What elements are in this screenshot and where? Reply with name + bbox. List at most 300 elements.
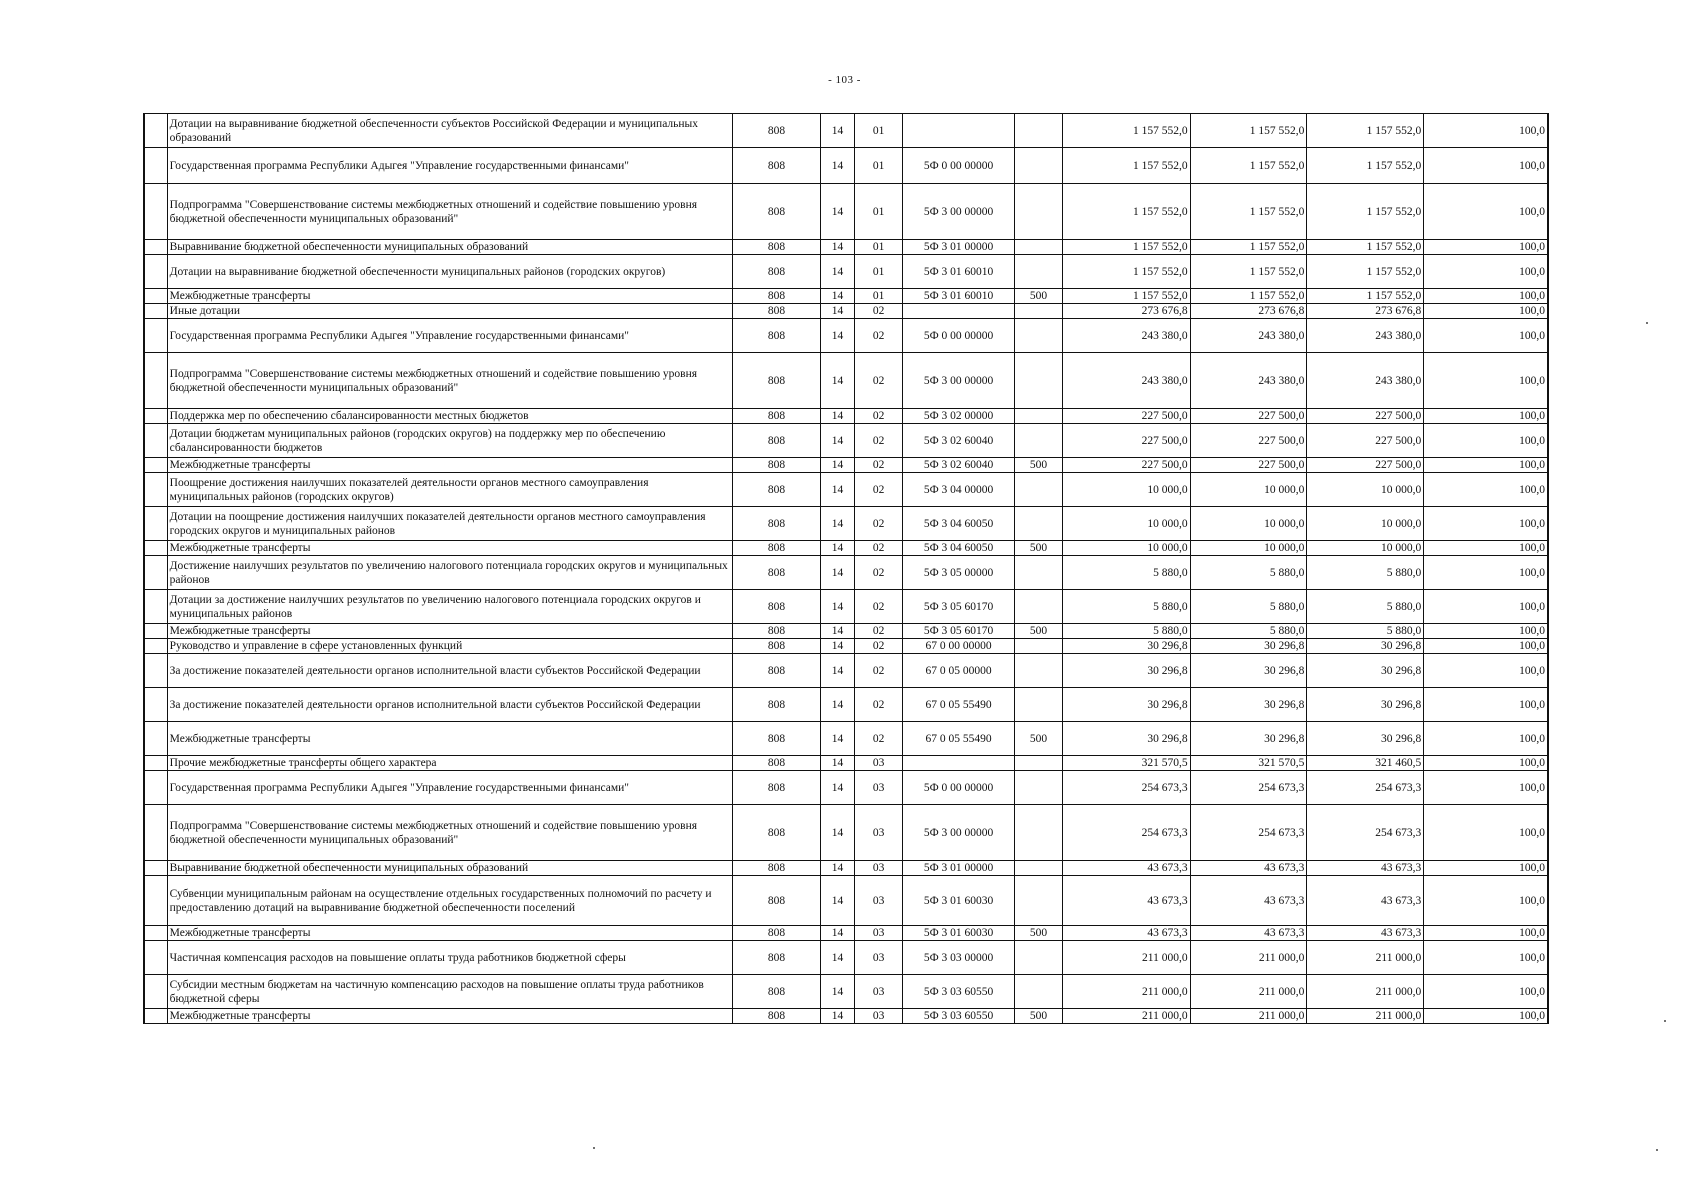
row-plan-amount: 273 676,8 — [1063, 304, 1190, 319]
row-ministry-code: 808 — [732, 409, 820, 424]
row-revised-amount: 30 296,8 — [1190, 688, 1307, 722]
row-subsection: 02 — [854, 353, 902, 409]
row-percent: 100,0 — [1424, 975, 1548, 1009]
row-ministry-code: 808 — [732, 941, 820, 975]
row-subsection: 02 — [854, 590, 902, 624]
row-name: Межбюджетные трансферты — [167, 722, 732, 756]
row-plan-amount: 211 000,0 — [1063, 941, 1190, 975]
row-subsection: 02 — [854, 409, 902, 424]
row-expense-type: 500 — [1014, 541, 1062, 556]
row-executed-amount: 1 157 552,0 — [1307, 289, 1424, 304]
row-plan-amount: 321 570,5 — [1063, 756, 1190, 771]
row-subsection: 03 — [854, 1009, 902, 1024]
row-margin-cell — [144, 255, 167, 289]
row-expense-type — [1014, 507, 1062, 541]
row-section: 14 — [821, 289, 855, 304]
row-name: За достижение показателей деятельности органов исполнительной власти субъектов Российской Федерации — [167, 654, 732, 688]
row-executed-amount: 43 673,3 — [1307, 926, 1424, 941]
row-expense-type — [1014, 556, 1062, 590]
row-margin-cell — [144, 654, 167, 688]
row-revised-amount: 5 880,0 — [1190, 556, 1307, 590]
row-expense-type — [1014, 876, 1062, 926]
row-name: Дотации на выравнивание бюджетной обеспеченности субъектов Российской Федерации и муниципальных образований — [167, 114, 732, 148]
table-row — [144, 688, 1548, 722]
row-margin-cell — [144, 114, 167, 148]
row-subsection: 01 — [854, 148, 902, 184]
row-ministry-code: 808 — [732, 240, 820, 255]
row-target-article: 5Ф 3 00 00000 — [903, 353, 1015, 409]
row-expense-type: 500 — [1014, 722, 1062, 756]
row-percent: 100,0 — [1424, 926, 1548, 941]
row-subsection: 02 — [854, 654, 902, 688]
row-executed-amount: 211 000,0 — [1307, 975, 1424, 1009]
row-section: 14 — [821, 148, 855, 184]
row-section: 14 — [821, 722, 855, 756]
row-plan-amount: 1 157 552,0 — [1063, 114, 1190, 148]
row-subsection: 01 — [854, 255, 902, 289]
row-expense-type: 500 — [1014, 624, 1062, 639]
row-plan-amount: 227 500,0 — [1063, 409, 1190, 424]
row-section: 14 — [821, 240, 855, 255]
row-plan-amount: 10 000,0 — [1063, 541, 1190, 556]
row-executed-amount: 1 157 552,0 — [1307, 184, 1424, 240]
row-plan-amount: 43 673,3 — [1063, 861, 1190, 876]
scan-speck — [1646, 322, 1648, 324]
row-revised-amount: 254 673,3 — [1190, 771, 1307, 805]
row-section: 14 — [821, 319, 855, 353]
row-revised-amount: 273 676,8 — [1190, 304, 1307, 319]
row-plan-amount: 30 296,8 — [1063, 639, 1190, 654]
row-name: Государственная программа Республики Адыгея "Управление государственными финансами" — [167, 319, 732, 353]
row-margin-cell — [144, 507, 167, 541]
row-ministry-code: 808 — [732, 507, 820, 541]
row-margin-cell — [144, 458, 167, 473]
row-target-article: 67 0 05 55490 — [903, 688, 1015, 722]
row-revised-amount: 243 380,0 — [1190, 319, 1307, 353]
row-percent: 100,0 — [1424, 319, 1548, 353]
row-revised-amount: 211 000,0 — [1190, 941, 1307, 975]
row-ministry-code: 808 — [732, 688, 820, 722]
row-revised-amount: 1 157 552,0 — [1190, 289, 1307, 304]
row-plan-amount: 1 157 552,0 — [1063, 289, 1190, 304]
row-revised-amount: 211 000,0 — [1190, 1009, 1307, 1024]
row-plan-amount: 1 157 552,0 — [1063, 240, 1190, 255]
row-section: 14 — [821, 507, 855, 541]
row-percent: 100,0 — [1424, 424, 1548, 458]
row-section: 14 — [821, 654, 855, 688]
row-expense-type — [1014, 771, 1062, 805]
row-margin-cell — [144, 639, 167, 654]
row-ministry-code: 808 — [732, 304, 820, 319]
row-name: Государственная программа Республики Адыгея "Управление государственными финансами" — [167, 148, 732, 184]
table-row — [144, 240, 1548, 255]
row-revised-amount: 227 500,0 — [1190, 458, 1307, 473]
row-section: 14 — [821, 1009, 855, 1024]
row-section: 14 — [821, 556, 855, 590]
row-plan-amount: 43 673,3 — [1063, 876, 1190, 926]
row-revised-amount: 30 296,8 — [1190, 639, 1307, 654]
row-percent: 100,0 — [1424, 353, 1548, 409]
row-name: Дотации на выравнивание бюджетной обеспеченности муниципальных районов (городских округов) — [167, 255, 732, 289]
row-percent: 100,0 — [1424, 409, 1548, 424]
row-name: Иные дотации — [167, 304, 732, 319]
row-margin-cell — [144, 876, 167, 926]
row-subsection: 03 — [854, 756, 902, 771]
table-row — [144, 639, 1548, 654]
row-expense-type — [1014, 861, 1062, 876]
row-plan-amount: 254 673,3 — [1063, 771, 1190, 805]
row-subsection: 02 — [854, 424, 902, 458]
row-executed-amount: 5 880,0 — [1307, 590, 1424, 624]
row-margin-cell — [144, 473, 167, 507]
table-row — [144, 654, 1548, 688]
row-plan-amount: 243 380,0 — [1063, 319, 1190, 353]
row-ministry-code: 808 — [732, 926, 820, 941]
row-margin-cell — [144, 805, 167, 861]
row-revised-amount: 321 570,5 — [1190, 756, 1307, 771]
row-expense-type — [1014, 148, 1062, 184]
table-row — [144, 409, 1548, 424]
row-margin-cell — [144, 771, 167, 805]
row-revised-amount: 43 673,3 — [1190, 861, 1307, 876]
table-row — [144, 941, 1548, 975]
row-plan-amount: 10 000,0 — [1063, 507, 1190, 541]
table-row — [144, 590, 1548, 624]
row-name: Межбюджетные трансферты — [167, 1009, 732, 1024]
scan-speck — [593, 1147, 595, 1149]
row-expense-type — [1014, 353, 1062, 409]
row-target-article: 5Ф 3 03 60550 — [903, 975, 1015, 1009]
table-row — [144, 255, 1548, 289]
row-subsection: 03 — [854, 771, 902, 805]
row-target-article: 67 0 05 00000 — [903, 654, 1015, 688]
row-subsection: 03 — [854, 975, 902, 1009]
row-percent: 100,0 — [1424, 1009, 1548, 1024]
row-subsection: 01 — [854, 240, 902, 255]
row-margin-cell — [144, 304, 167, 319]
row-plan-amount: 5 880,0 — [1063, 624, 1190, 639]
row-ministry-code: 808 — [732, 624, 820, 639]
row-expense-type — [1014, 184, 1062, 240]
row-percent: 100,0 — [1424, 255, 1548, 289]
row-subsection: 01 — [854, 289, 902, 304]
row-revised-amount: 1 157 552,0 — [1190, 255, 1307, 289]
row-percent: 100,0 — [1424, 114, 1548, 148]
row-margin-cell — [144, 556, 167, 590]
row-plan-amount: 5 880,0 — [1063, 590, 1190, 624]
row-target-article: 5Ф 3 03 60550 — [903, 1009, 1015, 1024]
row-percent: 100,0 — [1424, 289, 1548, 304]
row-margin-cell — [144, 941, 167, 975]
row-name: Руководство и управление в сфере установленных функций — [167, 639, 732, 654]
row-margin-cell — [144, 975, 167, 1009]
row-name: Субвенции муниципальным районам на осуществление отдельных государственных полномочий по расчету и предоставлению дотаций на выравнивание бюджетной обеспеченности поселений — [167, 876, 732, 926]
row-subsection: 03 — [854, 876, 902, 926]
row-target-article: 5Ф 0 00 00000 — [903, 148, 1015, 184]
row-margin-cell — [144, 184, 167, 240]
row-executed-amount: 1 157 552,0 — [1307, 255, 1424, 289]
row-revised-amount: 10 000,0 — [1190, 473, 1307, 507]
row-revised-amount: 30 296,8 — [1190, 654, 1307, 688]
row-name: Межбюджетные трансферты — [167, 624, 732, 639]
row-subsection: 02 — [854, 688, 902, 722]
row-expense-type — [1014, 688, 1062, 722]
row-margin-cell — [144, 240, 167, 255]
row-percent: 100,0 — [1424, 556, 1548, 590]
row-plan-amount: 5 880,0 — [1063, 556, 1190, 590]
row-margin-cell — [144, 424, 167, 458]
row-ministry-code: 808 — [732, 319, 820, 353]
row-revised-amount: 1 157 552,0 — [1190, 114, 1307, 148]
row-executed-amount: 1 157 552,0 — [1307, 148, 1424, 184]
row-name: Поддержка мер по обеспечению сбалансированности местных бюджетов — [167, 409, 732, 424]
row-name: Межбюджетные трансферты — [167, 458, 732, 473]
row-percent: 100,0 — [1424, 624, 1548, 639]
row-target-article: 5Ф 3 01 60010 — [903, 255, 1015, 289]
row-revised-amount: 1 157 552,0 — [1190, 148, 1307, 184]
row-plan-amount: 10 000,0 — [1063, 473, 1190, 507]
row-executed-amount: 5 880,0 — [1307, 624, 1424, 639]
row-percent: 100,0 — [1424, 541, 1548, 556]
row-name: Подпрограмма "Совершенствование системы межбюджетных отношений и содействие повышению уровня бюджетной обеспеченности муниципальных образований" — [167, 184, 732, 240]
row-ministry-code: 808 — [732, 184, 820, 240]
row-executed-amount: 5 880,0 — [1307, 556, 1424, 590]
row-ministry-code: 808 — [732, 289, 820, 304]
row-name: Государственная программа Республики Адыгея "Управление государственными финансами" — [167, 771, 732, 805]
row-revised-amount: 10 000,0 — [1190, 541, 1307, 556]
row-revised-amount: 211 000,0 — [1190, 975, 1307, 1009]
row-percent: 100,0 — [1424, 458, 1548, 473]
row-expense-type — [1014, 975, 1062, 1009]
row-revised-amount: 227 500,0 — [1190, 424, 1307, 458]
row-plan-amount: 227 500,0 — [1063, 458, 1190, 473]
table-row — [144, 805, 1548, 861]
row-plan-amount: 30 296,8 — [1063, 654, 1190, 688]
row-target-article: 5Ф 3 05 60170 — [903, 590, 1015, 624]
table-row — [144, 148, 1548, 184]
row-target-article: 67 0 05 55490 — [903, 722, 1015, 756]
row-section: 14 — [821, 184, 855, 240]
row-plan-amount: 30 296,8 — [1063, 688, 1190, 722]
row-percent: 100,0 — [1424, 590, 1548, 624]
row-expense-type — [1014, 255, 1062, 289]
row-executed-amount: 30 296,8 — [1307, 639, 1424, 654]
table-row — [144, 556, 1548, 590]
row-expense-type: 500 — [1014, 926, 1062, 941]
row-plan-amount: 1 157 552,0 — [1063, 184, 1190, 240]
row-ministry-code: 808 — [732, 861, 820, 876]
table-row — [144, 975, 1548, 1009]
row-target-article: 5Ф 3 03 00000 — [903, 941, 1015, 975]
table-row — [144, 458, 1548, 473]
row-subsection: 02 — [854, 541, 902, 556]
row-name: Дотации на поощрение достижения наилучших показателей деятельности органов местного самоуправления городских округов и муниципальных районов — [167, 507, 732, 541]
row-section: 14 — [821, 771, 855, 805]
row-plan-amount: 211 000,0 — [1063, 975, 1190, 1009]
row-margin-cell — [144, 624, 167, 639]
row-margin-cell — [144, 688, 167, 722]
row-margin-cell — [144, 1009, 167, 1024]
row-subsection: 02 — [854, 473, 902, 507]
row-expense-type: 500 — [1014, 289, 1062, 304]
row-percent: 100,0 — [1424, 507, 1548, 541]
row-margin-cell — [144, 541, 167, 556]
row-revised-amount: 10 000,0 — [1190, 507, 1307, 541]
table-row — [144, 771, 1548, 805]
table-row — [144, 507, 1548, 541]
table-row — [144, 756, 1548, 771]
row-section: 14 — [821, 590, 855, 624]
table-row — [144, 876, 1548, 926]
row-ministry-code: 808 — [732, 353, 820, 409]
row-target-article — [903, 756, 1015, 771]
row-expense-type — [1014, 756, 1062, 771]
row-executed-amount: 30 296,8 — [1307, 688, 1424, 722]
row-name: Прочие межбюджетные трансферты общего характера — [167, 756, 732, 771]
row-margin-cell — [144, 353, 167, 409]
row-section: 14 — [821, 458, 855, 473]
scan-speck — [1656, 1149, 1658, 1151]
row-target-article — [903, 304, 1015, 319]
row-target-article: 5Ф 3 02 60040 — [903, 424, 1015, 458]
row-subsection: 02 — [854, 458, 902, 473]
row-revised-amount: 43 673,3 — [1190, 876, 1307, 926]
row-expense-type — [1014, 424, 1062, 458]
row-executed-amount: 243 380,0 — [1307, 353, 1424, 409]
row-plan-amount: 1 157 552,0 — [1063, 255, 1190, 289]
row-name: Подпрограмма "Совершенствование системы межбюджетных отношений и содействие повышению уровня бюджетной обеспеченности муниципальных образований" — [167, 353, 732, 409]
row-ministry-code: 808 — [732, 975, 820, 1009]
row-plan-amount: 1 157 552,0 — [1063, 148, 1190, 184]
row-executed-amount: 43 673,3 — [1307, 876, 1424, 926]
row-percent: 100,0 — [1424, 473, 1548, 507]
row-ministry-code: 808 — [732, 473, 820, 507]
row-percent: 100,0 — [1424, 304, 1548, 319]
row-name: Выравнивание бюджетной обеспеченности муниципальных образований — [167, 240, 732, 255]
row-percent: 100,0 — [1424, 722, 1548, 756]
row-expense-type — [1014, 409, 1062, 424]
table-row — [144, 624, 1548, 639]
row-target-article: 5Ф 0 00 00000 — [903, 319, 1015, 353]
row-section: 14 — [821, 424, 855, 458]
budget-table — [143, 113, 1549, 1024]
row-section: 14 — [821, 941, 855, 975]
row-plan-amount: 227 500,0 — [1063, 424, 1190, 458]
row-ministry-code: 808 — [732, 771, 820, 805]
row-subsection: 02 — [854, 722, 902, 756]
row-section: 14 — [821, 624, 855, 639]
row-executed-amount: 211 000,0 — [1307, 941, 1424, 975]
row-subsection: 01 — [854, 114, 902, 148]
row-revised-amount: 254 673,3 — [1190, 805, 1307, 861]
row-subsection: 01 — [854, 184, 902, 240]
row-percent: 100,0 — [1424, 639, 1548, 654]
row-section: 14 — [821, 541, 855, 556]
table-row — [144, 1009, 1548, 1024]
row-target-article: 5Ф 3 00 00000 — [903, 805, 1015, 861]
row-ministry-code: 808 — [732, 541, 820, 556]
row-plan-amount: 211 000,0 — [1063, 1009, 1190, 1024]
table-row — [144, 926, 1548, 941]
row-executed-amount: 30 296,8 — [1307, 654, 1424, 688]
row-ministry-code: 808 — [732, 458, 820, 473]
table-row — [144, 541, 1548, 556]
row-executed-amount: 30 296,8 — [1307, 722, 1424, 756]
row-target-article: 67 0 00 00000 — [903, 639, 1015, 654]
row-plan-amount: 254 673,3 — [1063, 805, 1190, 861]
row-executed-amount: 1 157 552,0 — [1307, 114, 1424, 148]
row-target-article: 5Ф 3 04 60050 — [903, 541, 1015, 556]
row-name: Межбюджетные трансферты — [167, 541, 732, 556]
row-name: Выравнивание бюджетной обеспеченности муниципальных образований — [167, 861, 732, 876]
row-name: Подпрограмма "Совершенствование системы межбюджетных отношений и содействие повышению уровня бюджетной обеспеченности муниципальных образований" — [167, 805, 732, 861]
row-section: 14 — [821, 688, 855, 722]
row-target-article: 5Ф 3 00 00000 — [903, 184, 1015, 240]
row-expense-type: 500 — [1014, 458, 1062, 473]
row-percent: 100,0 — [1424, 148, 1548, 184]
row-margin-cell — [144, 722, 167, 756]
table-row — [144, 319, 1548, 353]
row-percent: 100,0 — [1424, 771, 1548, 805]
table-row — [144, 424, 1548, 458]
row-subsection: 03 — [854, 926, 902, 941]
row-percent: 100,0 — [1424, 240, 1548, 255]
row-revised-amount: 5 880,0 — [1190, 624, 1307, 639]
row-name: Дотации за достижение наилучших результатов по увеличению налогового потенциала городских округов и муниципальных районов — [167, 590, 732, 624]
row-section: 14 — [821, 255, 855, 289]
row-expense-type — [1014, 941, 1062, 975]
row-section: 14 — [821, 805, 855, 861]
row-margin-cell — [144, 926, 167, 941]
row-section: 14 — [821, 473, 855, 507]
row-executed-amount: 321 460,5 — [1307, 756, 1424, 771]
row-plan-amount: 30 296,8 — [1063, 722, 1190, 756]
row-ministry-code: 808 — [732, 556, 820, 590]
table-row — [144, 304, 1548, 319]
table-row — [144, 289, 1548, 304]
row-section: 14 — [821, 639, 855, 654]
row-target-article: 5Ф 3 01 00000 — [903, 240, 1015, 255]
row-executed-amount: 211 000,0 — [1307, 1009, 1424, 1024]
row-expense-type — [1014, 114, 1062, 148]
row-subsection: 02 — [854, 507, 902, 541]
row-executed-amount: 254 673,3 — [1307, 805, 1424, 861]
row-section: 14 — [821, 756, 855, 771]
row-section: 14 — [821, 304, 855, 319]
row-subsection: 02 — [854, 319, 902, 353]
row-revised-amount: 243 380,0 — [1190, 353, 1307, 409]
row-expense-type — [1014, 805, 1062, 861]
row-ministry-code: 808 — [732, 255, 820, 289]
row-target-article — [903, 114, 1015, 148]
row-target-article: 5Ф 3 02 00000 — [903, 409, 1015, 424]
row-percent: 100,0 — [1424, 861, 1548, 876]
row-ministry-code: 808 — [732, 114, 820, 148]
row-revised-amount: 1 157 552,0 — [1190, 184, 1307, 240]
row-name: Межбюджетные трансферты — [167, 926, 732, 941]
row-name: Достижение наилучших результатов по увеличению налогового потенциала городских округов и муниципальных районов — [167, 556, 732, 590]
row-ministry-code: 808 — [732, 756, 820, 771]
row-target-article: 5Ф 3 04 60050 — [903, 507, 1015, 541]
row-section: 14 — [821, 114, 855, 148]
row-name: Частичная компенсация расходов на повышение оплаты труда работников бюджетной сферы — [167, 941, 732, 975]
row-margin-cell — [144, 409, 167, 424]
row-target-article: 5Ф 3 04 00000 — [903, 473, 1015, 507]
table-row — [144, 184, 1548, 240]
row-executed-amount: 227 500,0 — [1307, 458, 1424, 473]
row-expense-type — [1014, 240, 1062, 255]
row-margin-cell — [144, 289, 167, 304]
